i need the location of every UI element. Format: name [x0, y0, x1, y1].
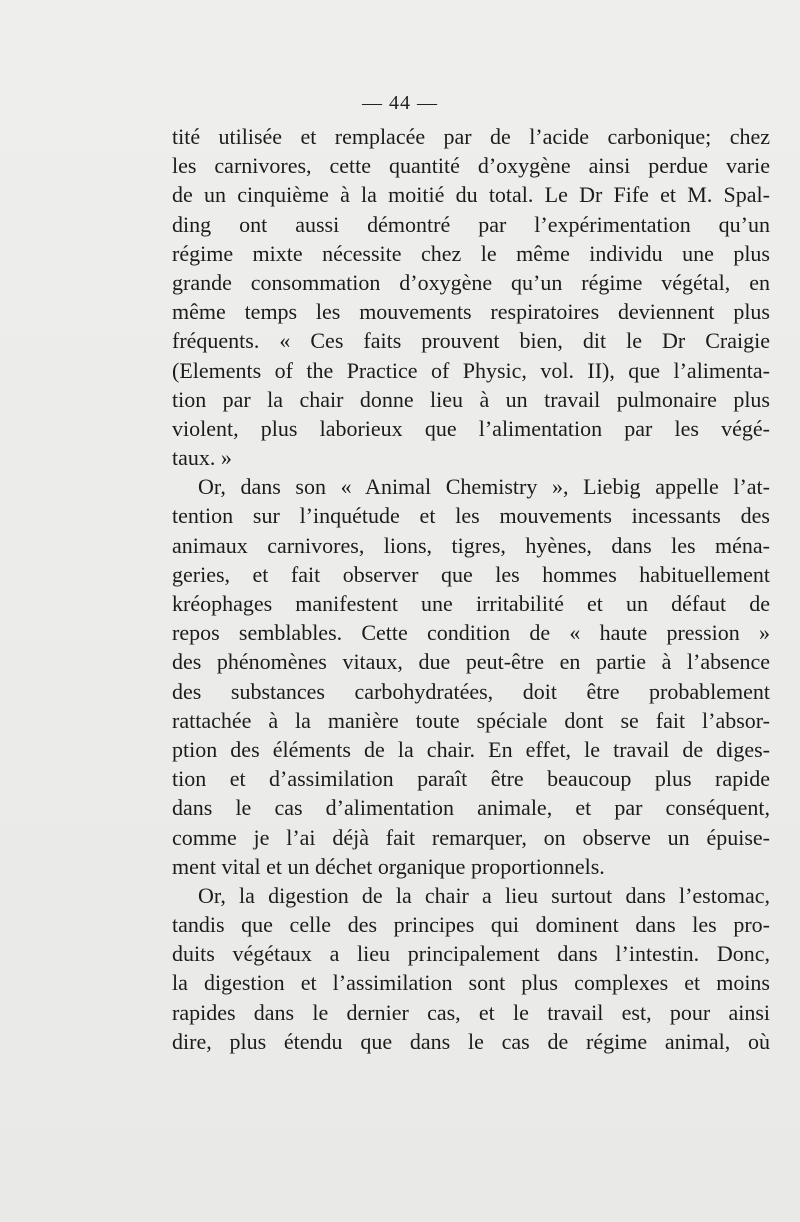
text-line: rattachée à la manière toute spéciale dont se fait l’absor- — [172, 707, 770, 733]
text-line: rapides dans le dernier cas, et le travail est, pour ainsi — [172, 999, 770, 1025]
text-line: ding ont aussi démontré par l’expérimentation qu’un — [172, 211, 770, 237]
page-number: — 44 — — [362, 92, 438, 114]
text-line: tion et d’assimilation paraît être beaucoup plus rapide — [172, 766, 770, 792]
paragraph-1 — [172, 122, 770, 472]
text-line: duits végétaux a lieu principalement dans l’intestin. Donc, — [172, 941, 770, 967]
text-line: Or, dans son « Animal Chemistry », Liebig appelle l’at- — [198, 474, 770, 500]
text-line: ption des éléments de la chair. En effet, le travail de diges- — [172, 736, 770, 762]
text-line: régime mixte nécessite chez le même individu une plus — [172, 240, 770, 266]
text-line: animaux carnivores, lions, tigres, hyènes, dans les ména- — [172, 532, 770, 558]
text-line: même temps les mouvements respiratoires deviennent plus — [172, 299, 770, 325]
text-line: (Elements of the Practice of Physic, vol. II), que l’alimenta- — [172, 357, 770, 383]
text-line: les carnivores, cette quantité d’oxygène ainsi perdue varie — [172, 153, 770, 179]
text-line: fréquents. « Ces faits prouvent bien, dit le Dr Craigie — [172, 328, 770, 354]
text-line: tention sur l’inquétude et les mouvements incessants des — [172, 503, 770, 529]
text-line: des phénomènes vitaux, due peut-être en partie à l’absence — [172, 649, 770, 675]
text-line: kréophages manifestent une irritabilité et un défaut de — [172, 591, 770, 616]
paragraph-3 — [172, 881, 770, 1056]
text-line: de un cinquième à la moitié du total. Le Dr Fife et M. Spal- — [172, 182, 770, 208]
text-line: violent, plus laborieux que l’alimentation par les végé- — [172, 415, 770, 441]
text-line: tandis que celle des principes qui dominent dans les pro- — [172, 912, 770, 938]
text-line: taux. » — [172, 445, 232, 471]
text-line: geries, et fait observer que les hommes habituellement — [172, 561, 770, 587]
body-text — [172, 122, 770, 1056]
text-line: des substances carbohydratées, doit être probablement — [172, 678, 770, 704]
text-line: dans le cas d’alimentation animale, et par conséquent, — [172, 795, 770, 821]
paragraph-2 — [172, 472, 770, 881]
text-line: la digestion et l’assimilation sont plus complexes et moins — [172, 970, 770, 996]
text-line: tité utilisée et remplacée par de l’acide carbonique; chez — [172, 124, 770, 149]
text-line: dire, plus étendu que dans le cas de régime animal, où — [172, 1028, 770, 1054]
text-line: comme je l’ai déjà fait remarquer, on observe un épuise- — [172, 824, 770, 850]
text-line: grande consommation d’oxygène qu’un régime végétal, en — [172, 269, 770, 295]
text-line: repos semblables. Cette condition de « haute pression » — [172, 620, 770, 646]
text-line: tion par la chair donne lieu à un travail pulmonaire plus — [172, 386, 770, 412]
text-line: ment vital et un déchet organique proportionnels. — [172, 853, 605, 879]
text-line: Or, la digestion de la chair a lieu surtout dans l’estomac, — [198, 882, 770, 908]
